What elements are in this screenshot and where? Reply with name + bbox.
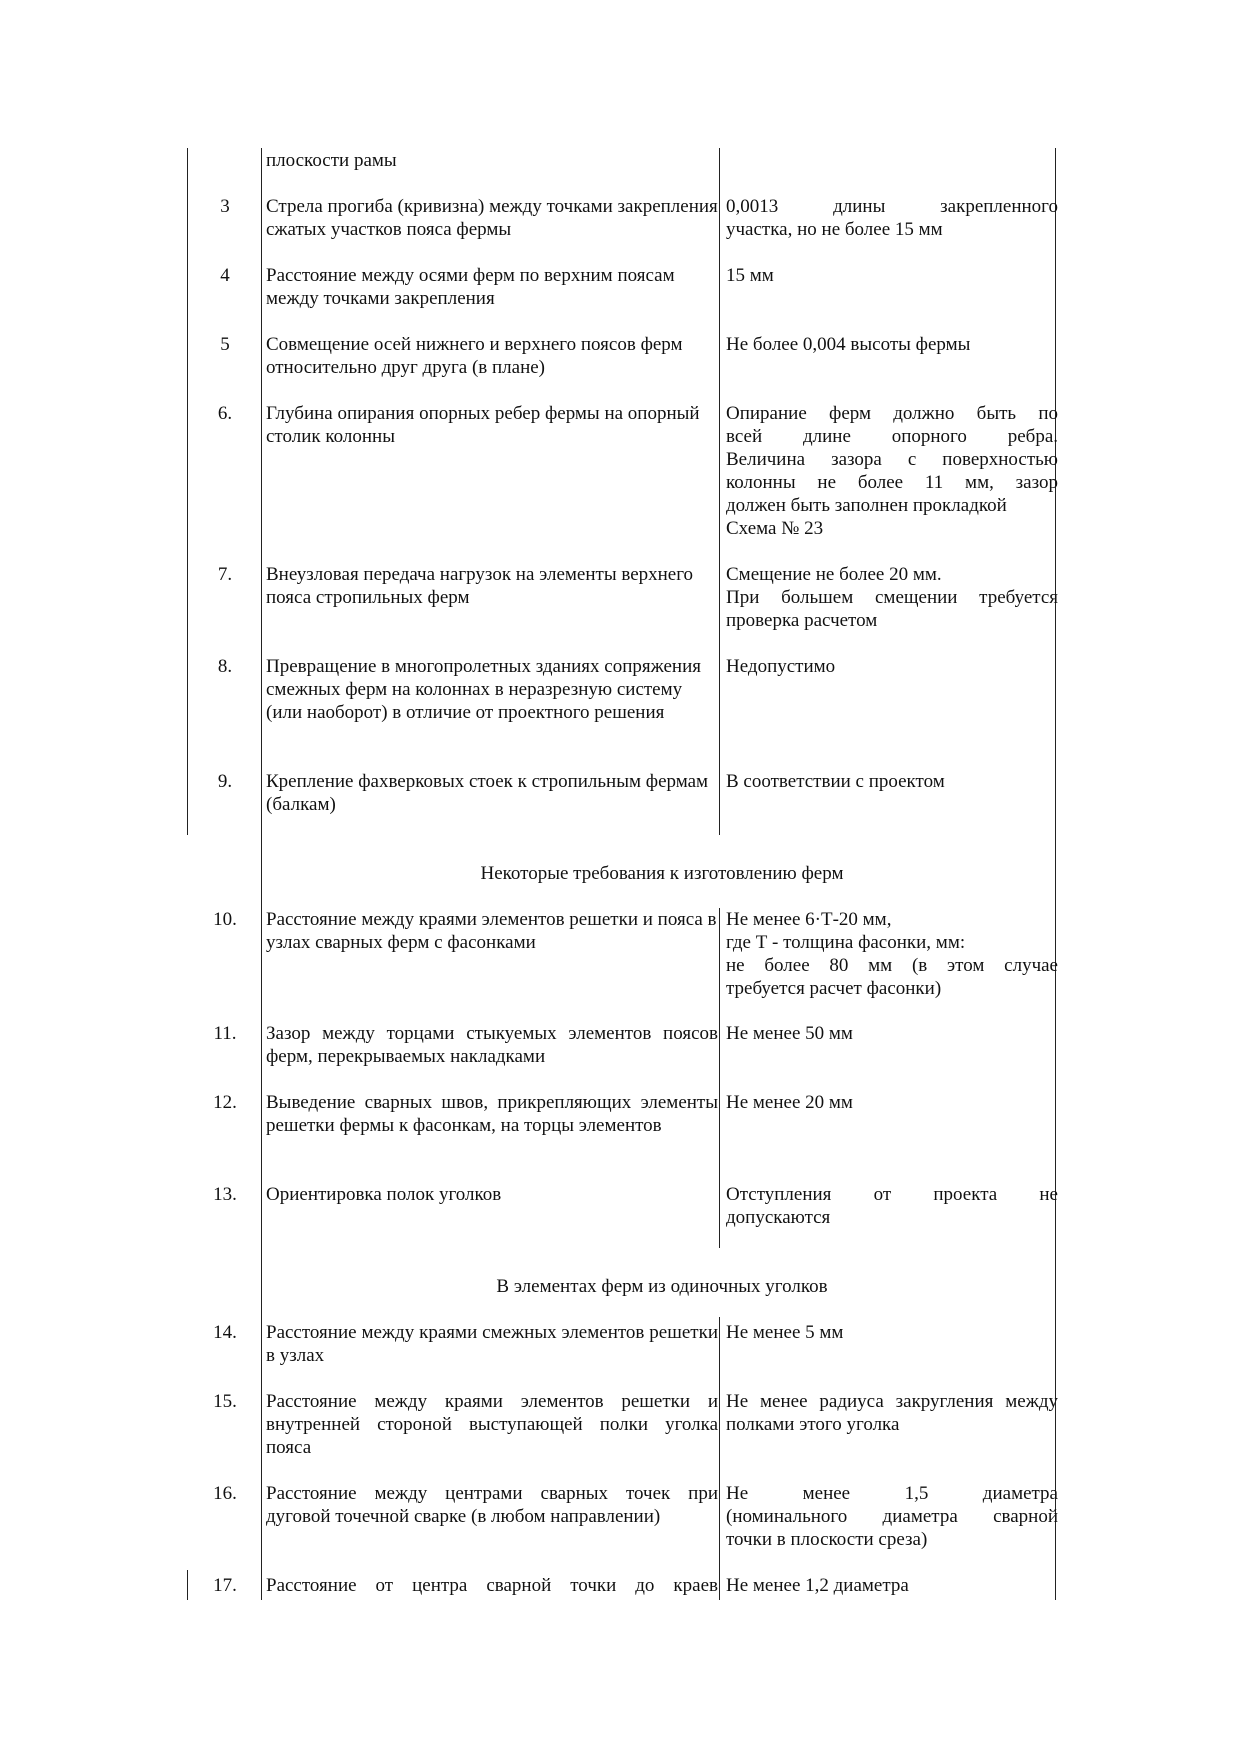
requirement-text: Расстояние между краями смежных элементов решетки в узлах	[266, 1322, 718, 1366]
row-number: 8.	[217, 656, 233, 677]
column-divider-value	[719, 148, 720, 835]
tolerance-value: Отступления от проекта не допускаются	[726, 1184, 1058, 1228]
requirement-text: Расстояние между краями элементов решетки и внутренней стороной выступающей полки уголка пояса	[266, 1391, 718, 1458]
tolerance-value: Недопустимо	[726, 656, 836, 677]
row-number: 4	[220, 265, 230, 286]
row-number: 15.	[213, 1391, 237, 1412]
requirement-text: Расстояние между осями ферм по верхним поясам между точками закрепления	[266, 265, 675, 309]
tolerance-value: Не менее 1,5 диаметра (номинального диаметра сварной точки в плоскости среза)	[726, 1483, 1058, 1550]
tolerance-value: Не менее 20 мм	[726, 1092, 853, 1113]
tolerance-value: 0,0013 длины закрепленного участка, но не более 15 мм	[726, 196, 1058, 240]
requirement-text: Расстояние от центра сварной точки до краев	[266, 1575, 718, 1596]
requirement-text: Выведение сварных швов, прикрепляющих элементы решетки фермы к фасонкам, на торцы элементов	[266, 1092, 718, 1136]
requirement-text: плоскости рамы	[266, 150, 397, 171]
row-number: 9.	[217, 771, 233, 792]
row-number: 14.	[213, 1322, 237, 1343]
row-number: 6.	[217, 403, 233, 424]
requirement-text: Крепление фахверковых стоек к стропильным фермам (балкам)	[266, 771, 709, 815]
tolerance-value: В соответствии с проектом	[726, 771, 945, 792]
table-border-left	[187, 1570, 188, 1600]
requirement-text: Расстояние между центрами сварных точек при дуговой точечной сварке (в любом направлении)	[266, 1483, 718, 1527]
section-heading: Некоторые требования к изготовлению ферм	[480, 863, 844, 884]
tolerance-value: Не менее 6·Т-20 мм, где Т - толщина фасонки, мм: не более 80 мм (в этом случае требуется расчет фасонки)	[726, 909, 1058, 999]
row-number: 11.	[213, 1023, 237, 1044]
row-number: 3	[220, 196, 230, 217]
requirement-text: Превращение в многопролетных зданиях сопряжения смежных ферм на колоннах в неразрезную систему (или наоборот) в отличие от проектного решения	[266, 656, 702, 723]
row-number: 7.	[217, 564, 233, 585]
tolerance-value: Смещение не более 20 мм. При большем смещении требуется проверка расчетом	[726, 564, 1058, 631]
tolerance-value: Опирание ферм должно быть по всей длине опорного ребра. Величина зазора с поверхностью колонны не более 11 мм, зазор должен быть заполнен прокладкой Схема № 23	[726, 403, 1058, 539]
column-divider-number	[261, 148, 262, 1600]
tolerance-value: Не менее 5 мм	[726, 1322, 844, 1343]
requirement-text: Зазор между торцами стыкуемых элементов поясов ферм, перекрываемых накладками	[266, 1023, 718, 1067]
row-number: 17.	[213, 1575, 237, 1596]
row-number: 13.	[213, 1184, 237, 1205]
requirement-text: Стрела прогиба (кривизна) между точками закрепления сжатых участков пояса фермы	[266, 196, 718, 240]
requirement-text: Расстояние между краями элементов решетки и пояса в узлах сварных ферм с фасонками	[266, 909, 717, 953]
tolerance-value: Не менее 1,2 диаметра	[726, 1575, 909, 1596]
section-heading: В элементах ферм из одиночных уголков	[496, 1276, 828, 1297]
tolerance-value: 15 мм	[726, 265, 774, 286]
table-border-left	[187, 148, 188, 835]
column-divider-value	[719, 1317, 720, 1600]
tolerance-value: Не более 0,004 высоты фермы	[726, 334, 971, 355]
requirement-text: Глубина опирания опорных ребер фермы на опорный столик колонны	[266, 403, 700, 447]
requirement-text: Внеузловая передача нагрузок на элементы верхнего пояса стропильных ферм	[266, 564, 694, 608]
tolerance-value: Не менее 50 мм	[726, 1023, 853, 1044]
column-divider-value	[719, 908, 720, 1248]
requirement-text: Совмещение осей нижнего и верхнего поясов ферм относительно друг друга (в плане)	[266, 334, 683, 378]
row-number: 5	[220, 334, 230, 355]
requirement-text: Ориентировка полок уголков	[266, 1184, 502, 1205]
row-number: 16.	[213, 1483, 237, 1504]
tolerance-value: Не менее радиуса закругления между полками этого уголка	[726, 1391, 1058, 1435]
row-number: 12.	[213, 1092, 237, 1113]
row-number: 10.	[213, 909, 237, 930]
